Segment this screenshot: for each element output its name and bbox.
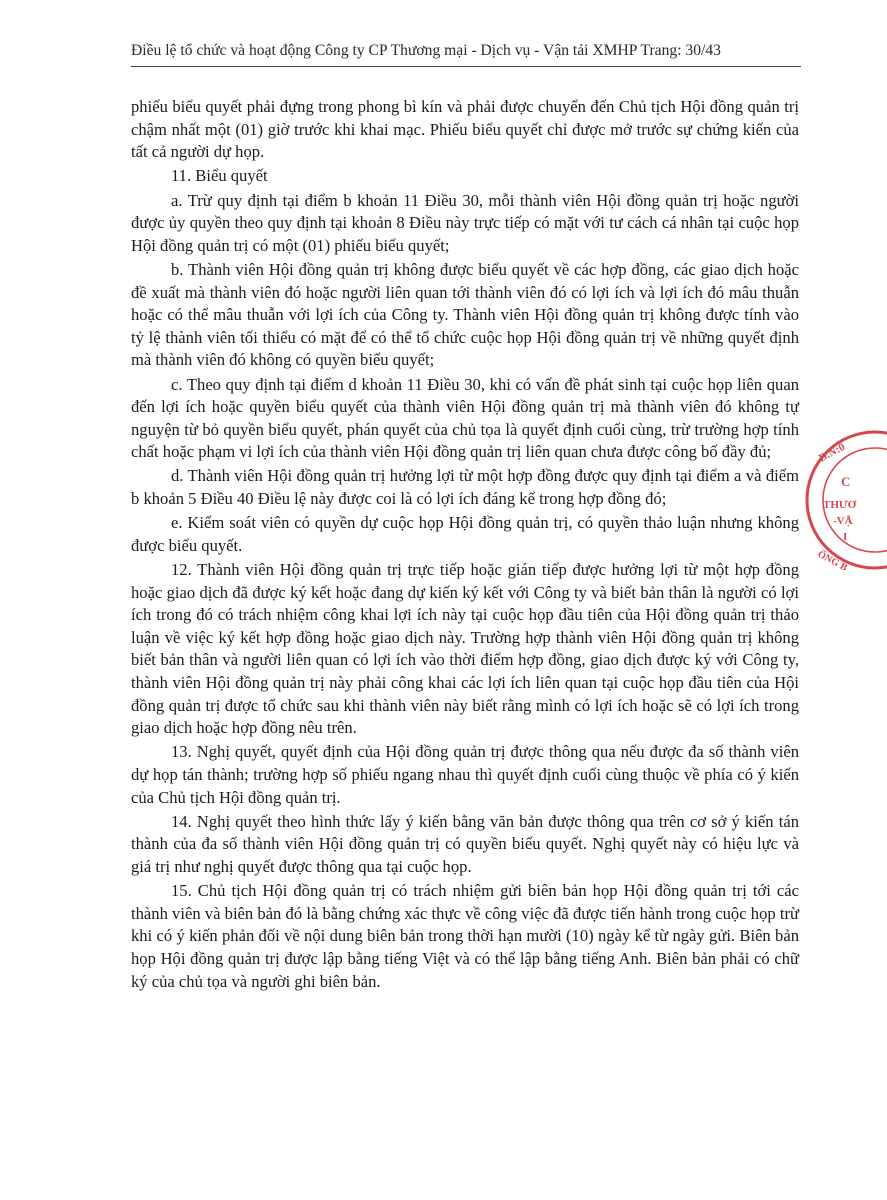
section-heading-voting: 11. Biểu quyết: [171, 166, 268, 186]
clause-a: a. Trừ quy định tại điểm b khoản 11 Điều 30, mỗi thành viên Hội đồng quản trị hoặc người được ủy quyền theo quy định tại khoản 8 Điều này trực tiếp có mặt với tư cách cá nhân tại cuộc họp Hội đồng quản trị có một (01) phiếu biểu quyết;: [131, 190, 799, 255]
paragraph-continuation: phiếu biểu quyết phải đựng trong phong bì kín và phải được chuyển đến Chủ tịch Hội đồng quản trị chậm nhất một (01) giờ trước khi khai mạc. Phiếu biểu quyết chỉ được mở trước sự chứng kiến của tất cả người dự họp.: [131, 97, 799, 162]
svg-text:-VẬ: -VẬ: [833, 515, 853, 527]
section-12: 12. Thành viên Hội đồng quản trị trực tiếp hoặc gián tiếp được hưởng lợi từ một hợp đồng hoặc giao dịch đã được ký kết hoặc đang dự kiến ký kết với Công ty và biết bản thân là người có lợi ích trong đó có trách nhiệm công khai lợi ích này tại cuộc họp đầu tiên của Hội đồng quản trị thảo luận về việc ký kết hợp đồng hoặc giao dịch này. Trường hợp thành viên Hội đồng quản trị không biết bản thân và người liên quan có lợi ích vào thời điểm hợp đồng, giao dịch được ký với Công ty, thành viên Hội đồng quản trị này phải công khai các lợi ích liên quan tại cuộc họp đầu tiên của Hội đồng quản trị được tổ chức sau khi thành viên này biết rằng mình có lợi ích hoặc sẽ có lợi ích trong giao dịch hoặc hợp đồng nêu trên.: [131, 560, 799, 738]
svg-text:THƯƠ: THƯƠ: [823, 499, 857, 511]
document-body: [131, 96, 799, 993]
svg-text:Đ.N:0: Đ.N:0: [816, 440, 847, 465]
clause-d: d. Thành viên Hội đồng quản trị hưởng lợi từ một hợp đồng được quy định tại điểm a và điểm b khoản 5 Điều 40 Điều lệ này được coi là có lợi ích đáng kể trong hợp đồng đó;: [131, 466, 799, 509]
header-divider: [131, 66, 801, 67]
svg-text:I: I: [843, 531, 848, 543]
section-14: 14. Nghị quyết theo hình thức lấy ý kiến bằng văn bản được thông qua trên cơ sở ý kiến tán thành của đa số thành viên Hội đồng quản trị có quyền biểu quyết. Nghị quyết này có hiệu lực và giá trị như nghị quyết được thông qua tại cuộc họp.: [131, 811, 799, 876]
svg-text:C: C: [841, 474, 851, 489]
svg-text:ỐNG B: ỐNG B: [815, 548, 849, 574]
company-seal: [797, 428, 887, 578]
page-header: Điều lệ tổ chức và hoạt động Công ty CP Thương mại - Dịch vụ - Vận tải XMHP Trang: 30/43: [131, 42, 721, 59]
section-15: 15. Chủ tịch Hội đồng quản trị có trách nhiệm gửi biên bản họp Hội đồng quản trị tới các thành viên và biên bản đó là bằng chứng xác thực về công việc đã được tiến hành trong cuộc họp trừ khi có ý kiến phản đối về nội dung biên bản trong thời hạn mười (10) ngày kể từ ngày gửi. Biên bản họp Hội đồng quản trị được lập bằng tiếng Việt và có thể lập bằng tiếng Anh. Biên bản phải có chữ ký của chủ tọa và người ghi biên bản.: [131, 881, 799, 991]
clause-e: e. Kiểm soát viên có quyền dự cuộc họp Hội đồng quản trị, có quyền thảo luận nhưng không được biểu quyết.: [131, 513, 799, 555]
clause-b: b. Thành viên Hội đồng quản trị không được biểu quyết về các hợp đồng, các giao dịch hoặc đề xuất mà thành viên đó hoặc người liên quan tới thành viên đó có lợi ích và lợi ích đó mâu thuẫn hoặc có thể mâu thuẫn với lợi ích của Công ty. Thành viên Hội đồng quản trị không được tính vào tỷ lệ thành viên tối thiểu có mặt để có thể tổ chức cuộc họp Hội đồng quản trị về những quyết định mà thành viên đó không có quyền biểu quyết;: [131, 259, 799, 370]
section-13: 13. Nghị quyết, quyết định của Hội đồng quản trị được thông qua nếu được đa số thành viên dự họp tán thành; trường hợp số phiếu ngang nhau thì quyết định cuối cùng thuộc về phía có ý kiến của Chủ tịch Hội đồng quản trị.: [131, 742, 799, 807]
clause-c: c. Theo quy định tại điểm d khoản 11 Điều 30, khi có vấn đề phát sinh tại cuộc họp liên quan đến lợi ích hoặc quyền biểu quyết của thành viên Hội đồng quản trị mà thành viên đó không tự nguyện từ bỏ quyền biểu quyết, phán quyết của chủ tọa là quyết định cuối cùng, trừ trường hợp tính chất hoặc phạm vi lợi ích của thành viên Hội đồng quản trị liên quan chưa được công bố đầy đủ;: [131, 374, 799, 462]
